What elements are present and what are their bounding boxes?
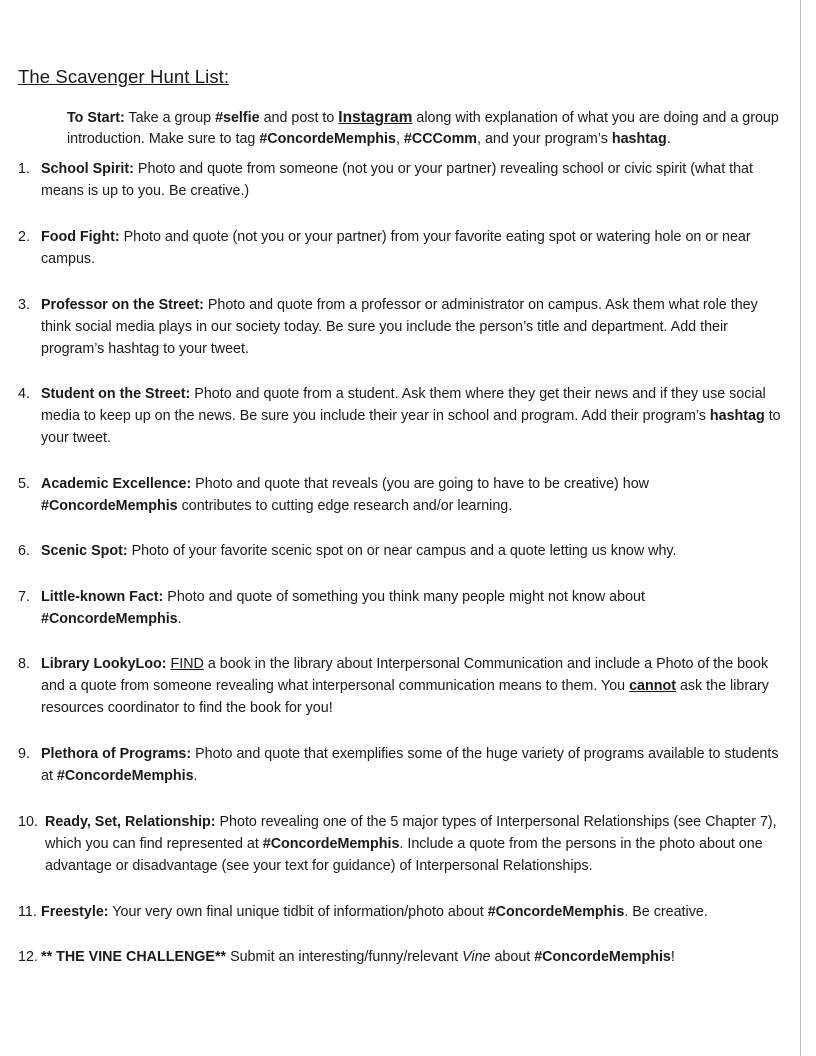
item-title: Food Fight: — [41, 229, 120, 245]
item-text: Photo of your favorite scenic spot on or near campus and a quote letting us know why. — [127, 543, 677, 559]
intro-text: , — [395, 131, 404, 147]
item-title: Ready, Set, Relationship: — [45, 814, 216, 830]
item-text: Photo and quote from someone (not you or your partner) revealing school or civic spirit (what that means is up to you. Be creative.) — [41, 161, 753, 199]
concorde-hashtag: #ConcordeMemphis — [259, 131, 396, 147]
intro-label: To Start: — [67, 110, 125, 126]
item-text: . — [177, 611, 182, 627]
list-item-student — [18, 383, 786, 449]
cccomm-hashtag: #CCComm — [403, 131, 478, 147]
item-number: 4. — [18, 386, 30, 402]
item-title: Student on the Street: — [41, 386, 191, 402]
item-title: School Spirit: — [41, 161, 134, 177]
intro-paragraph — [67, 107, 787, 150]
item-text: Photo and quote that exemplifies some of the huge variety of programs available to students at — [41, 746, 779, 784]
item-text: Photo revealing one of the 5 major types of Interpersonal Relationships (see Chapter 7), which you can find represented at — [45, 814, 777, 852]
item-number: 6. — [18, 543, 30, 559]
item-text: about — [490, 949, 535, 965]
item-text: to your tweet. — [41, 408, 781, 446]
item-number: 1. — [18, 161, 30, 177]
item-hashtag: #ConcordeMemphis — [41, 498, 178, 514]
item-text: . Include a quote from the persons in the photo about one advantage or disadvantage (see your text for guidance) of Interpersonal Relationships. — [45, 836, 763, 874]
list-item-vine-challenge — [18, 946, 786, 968]
item-number: 10. — [18, 814, 38, 830]
item-title: Library LookyLoo: — [41, 656, 167, 672]
vine-word: Vine — [462, 949, 491, 965]
item-text: ! — [670, 949, 675, 965]
list-item-scenic — [18, 540, 786, 562]
item-number: 9. — [18, 746, 30, 762]
instagram-label: Instagram — [338, 109, 413, 126]
list-item-programs — [18, 743, 786, 787]
list-item-school-spirit — [18, 158, 786, 202]
page-title: The Scavenger Hunt List: — [18, 66, 230, 87]
intro-text: and post to — [259, 110, 339, 126]
item-hashtag: #ConcordeMemphis — [41, 611, 178, 627]
item-number: 2. — [18, 229, 30, 245]
intro-text: . — [666, 131, 671, 147]
selfie-hashtag: #selfie — [215, 110, 260, 126]
item-title: Freestyle: — [41, 904, 109, 920]
item-hashtag: hashtag — [709, 408, 765, 424]
cannot-word: cannot — [629, 678, 676, 694]
item-text: Photo and quote of something you think many people might not know about — [163, 589, 645, 605]
item-number: 8. — [18, 656, 30, 672]
list-item-relationship — [18, 811, 786, 877]
list-item-library — [18, 653, 786, 719]
intro-text: along with explanation of what you are doing and a group introduction. Make sure to tag — [67, 110, 779, 147]
item-number: 12. — [18, 949, 38, 965]
item-number: 7. — [18, 589, 30, 605]
item-hashtag: #ConcordeMemphis — [487, 904, 625, 920]
item-title: Little-known Fact: — [41, 589, 164, 605]
item-title: Scenic Spot: — [41, 543, 128, 559]
item-text: Photo and quote from a student. Ask them where they get their news and if they use social media to keep up on the news. Be sure you include their year in school and program. Add their program’s — [41, 386, 766, 424]
find-word: FIND — [170, 656, 204, 672]
item-text: . Be creative. — [624, 904, 708, 920]
intro-text: Take a group — [124, 110, 216, 126]
item-hashtag: #ConcordeMemphis — [56, 768, 194, 784]
list-item-little-known — [18, 586, 786, 630]
item-text: Submit an interesting/funny/relevant — [226, 949, 463, 965]
item-text: Photo and quote that reveals (you are going to have to be creative) how — [191, 476, 649, 492]
item-text: a book in the library about Interpersonal Communication and include a Photo of the book and a quote from someone revealing what interpersonal communication means to them. You — [41, 656, 769, 694]
item-title: Professor on the Street: — [41, 297, 204, 313]
item-title: Plethora of Programs: — [41, 746, 192, 762]
item-text: . — [193, 768, 198, 784]
item-text: Photo and quote (not you or your partner) from your favorite eating spot or watering hole on or near campus. — [41, 229, 751, 267]
item-number: 3. — [18, 297, 30, 313]
item-text: Photo and quote from a professor or administrator on campus. Ask them what role they think social media plays in our society today. Be sure you include the person’s title and department. Add their program’s hashtag to your tweet. — [41, 297, 758, 357]
list-item-food-fight — [18, 226, 786, 270]
item-number: 11. — [18, 904, 37, 920]
item-text: ask the library resources coordinator to find the book for you! — [41, 678, 769, 716]
list-item-academic — [18, 473, 786, 517]
item-text: Your very own final unique tidbit of information/photo about — [108, 904, 488, 920]
item-text: contributes to cutting edge research and/or learning. — [177, 498, 513, 514]
item-title: ** THE VINE CHALLENGE** — [41, 949, 227, 965]
page-edge-line — [800, 0, 801, 1056]
intro-text: , and your program’s — [477, 131, 612, 147]
list-item-freestyle — [18, 901, 786, 923]
hashtag-word: hashtag — [611, 131, 667, 147]
item-number: 5. — [18, 476, 30, 492]
item-hashtag: #ConcordeMemphis — [262, 836, 400, 852]
item-title: Academic Excellence: — [41, 476, 192, 492]
list-item-professor — [18, 294, 786, 360]
item-hashtag: #ConcordeMemphis — [534, 949, 671, 965]
